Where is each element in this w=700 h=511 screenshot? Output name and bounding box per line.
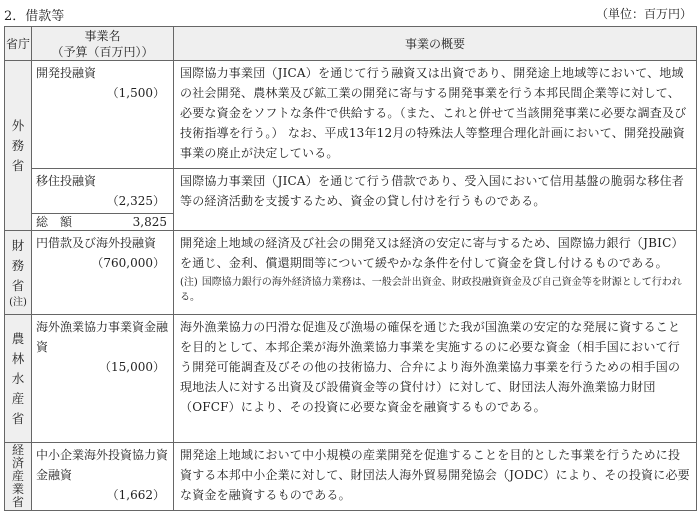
project-cell	[32, 169, 174, 214]
header-project-budget: （予算（百万円））	[51, 44, 154, 59]
project-name: 海外漁業協力事業資金融資	[36, 320, 169, 354]
summary-text: 開発途上地域の経済及び社会の開発又は経済の安定に寄与するため、国際協力銀行（JBIC）を通じ、金利、償還期間等について緩やかな条件を付して資金を貸し付けるものである。	[180, 236, 684, 270]
ministry-char: 省	[11, 157, 25, 173]
project-budget: （760,000）	[91, 256, 165, 270]
total-label: 総 額	[36, 215, 73, 229]
ministry-cell-meti	[5, 443, 32, 511]
project-summary	[174, 61, 697, 169]
ministry-char: 産	[11, 469, 24, 483]
project-name: 円借款及び海外投融資	[36, 236, 157, 250]
project-summary	[174, 231, 697, 315]
loan-table	[4, 26, 697, 511]
total-value: 3,825	[132, 215, 167, 229]
footnote	[180, 275, 690, 305]
ministry-char: 外	[11, 117, 25, 133]
ministry-char: 産	[11, 390, 25, 406]
ministry-char: 省	[11, 495, 24, 509]
section-title: 2．借款等	[4, 9, 65, 24]
ministry-char: 財	[11, 237, 25, 253]
ministry-char: 務	[11, 137, 25, 153]
unit-label: （単位：百万円）	[595, 7, 692, 21]
header-project-name: 事業名	[84, 28, 121, 43]
project-budget: （1,500）	[106, 86, 165, 100]
ministry-char: 務	[11, 257, 25, 273]
ministry-char: 業	[11, 482, 24, 496]
project-name: 中小企業海外投資協力資金融資	[36, 448, 169, 482]
ministry-char: 水	[11, 370, 25, 386]
footnote-label: (注)	[180, 277, 198, 288]
project-cell	[32, 61, 174, 169]
project-summary	[174, 315, 697, 443]
project-cell	[32, 231, 174, 315]
project-name: 開発投融資	[36, 66, 97, 80]
ministry-cell-mof	[5, 231, 32, 315]
total-cell	[32, 214, 174, 231]
ministry-char: 省	[11, 410, 25, 426]
summary-text: 開発途上地域において中小規模の産業開発を促進することを目的とした事業を行うために投資する本邦中小企業に対して、財団法人海外貿易開発協会（JODC）により、その投資に必要な資金を融資するものである。	[180, 448, 690, 502]
ministry-char: 林	[11, 350, 25, 366]
header-ministry: 省庁	[5, 27, 32, 61]
ministry-cell-mofa	[5, 61, 32, 231]
project-budget: （15,000）	[99, 360, 165, 374]
project-name: 移住投融資	[36, 174, 97, 188]
project-cell	[32, 315, 174, 443]
header-summary: 事業の概要	[174, 27, 697, 61]
ministry-char: 省	[11, 277, 25, 293]
project-budget: （2,325）	[106, 194, 165, 208]
summary-text: 国際協力事業団（JICA）を通じて行う融資又は出資であり、開発途上地域等において、地域の社会開発、農林業及び鉱工業の開発に寄与する開発事業を行う本邦民間企業等に対して、必要な資金をソフトな条件で供給する。（また、これと併せて当該開発事業に必要な調査及び技術指導を行う。） なお、平成13年12月の特殊法人等整理合理化計画において、開発投融資事業の廃止が決定している。	[180, 66, 687, 160]
project-cell	[32, 443, 174, 511]
ministry-char: 農	[11, 330, 25, 346]
ministry-cell-maff	[5, 315, 32, 443]
project-budget: （1,662）	[106, 488, 165, 502]
summary-text: 海外漁業協力の円滑な促進及び漁場の確保を通じた我が国漁業の安定的な発展に資することを目的として、本邦企業が海外漁業協力事業を実施するのに必要な資金（相手国において行う開発可能調査及びその他の技術協力、合弁により海外漁業協力事業を行うための相手国の現地法人に対する出資及び設備資金等の貸付け）に対して、財団法人海外漁業協力財団（OFCF）により、その投資に必要な資金を融資するものである。	[180, 320, 681, 414]
ministry-char: 済	[11, 456, 24, 470]
project-summary	[174, 169, 697, 231]
footnote-text: 国際協力銀行の海外経済協力業務は、一般会計出資金、財政投融資資金及び自己資金等を財源として行われる。	[180, 277, 682, 303]
ministry-char: 経	[11, 443, 24, 457]
project-summary	[174, 443, 697, 511]
summary-text: 国際協力事業団（JICA）を通じて行う借款であり、受入国において信用基盤の脆弱な移住者等の経済活動を支援するため、資金の貸し付けを行うものである。	[180, 174, 685, 208]
ministry-note: (注)	[9, 296, 27, 308]
header-project	[32, 27, 174, 61]
